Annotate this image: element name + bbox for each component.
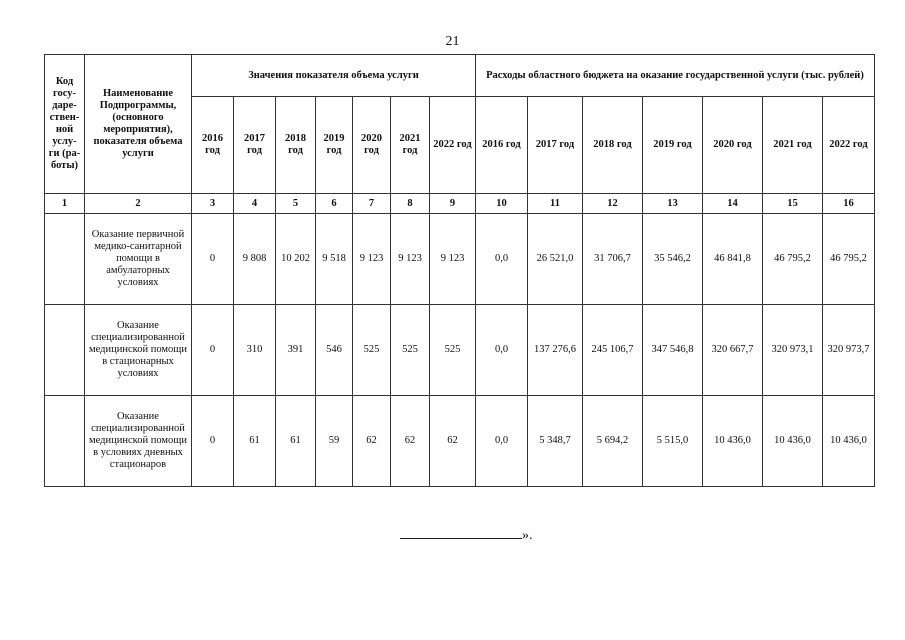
volume-value: 0 (192, 396, 234, 487)
service-name: Оказание специализированной медицинской помощи в стационарных условиях (85, 305, 192, 396)
expense-value: 320 973,1 (763, 305, 823, 396)
header-values-group: Значения показателя объема услуги (192, 55, 476, 97)
expense-value: 35 546,2 (643, 214, 703, 305)
header-expense-year: 2021 год (763, 97, 823, 194)
column-number: 7 (353, 194, 391, 214)
expense-value: 26 521,0 (528, 214, 583, 305)
column-number: 13 (643, 194, 703, 214)
volume-value: 9 518 (316, 214, 353, 305)
volume-value: 391 (276, 305, 316, 396)
column-number: 4 (234, 194, 276, 214)
expense-value: 10 436,0 (703, 396, 763, 487)
volume-value: 59 (316, 396, 353, 487)
expense-value: 46 841,8 (703, 214, 763, 305)
header-value-year: 2018 год (276, 97, 316, 194)
header-name: Наименование Подпрограммы, (основного мероприятия), показателя объема услуги (85, 55, 192, 194)
volume-value: 310 (234, 305, 276, 396)
header-expense-year: 2020 год (703, 97, 763, 194)
volume-value: 9 123 (353, 214, 391, 305)
expense-value: 46 795,2 (823, 214, 875, 305)
service-code (45, 305, 85, 396)
expense-value: 320 667,7 (703, 305, 763, 396)
expense-value: 46 795,2 (763, 214, 823, 305)
column-number: 6 (316, 194, 353, 214)
header-value-year: 2016 год (192, 97, 234, 194)
volume-value: 9 123 (391, 214, 430, 305)
expense-value: 5 694,2 (583, 396, 643, 487)
column-number: 11 (528, 194, 583, 214)
column-number: 1 (45, 194, 85, 214)
budget-table (44, 54, 875, 487)
volume-value: 546 (316, 305, 353, 396)
column-number: 5 (276, 194, 316, 214)
column-number: 12 (583, 194, 643, 214)
header-expense-year: 2017 год (528, 97, 583, 194)
column-number: 2 (85, 194, 192, 214)
volume-value: 525 (430, 305, 476, 396)
page-number: 21 (445, 34, 460, 49)
volume-value: 9 123 (430, 214, 476, 305)
header-value-year: 2019 год (316, 97, 353, 194)
volume-value: 9 808 (234, 214, 276, 305)
header-value-year: 2021 год (391, 97, 430, 194)
volume-value: 62 (391, 396, 430, 487)
service-code (45, 396, 85, 487)
volume-value: 61 (276, 396, 316, 487)
volume-value: 61 (234, 396, 276, 487)
header-code: Код госу-даре-ствен-ной услу-ги (ра-боты) (45, 55, 85, 194)
header-expense-year: 2016 год (476, 97, 528, 194)
column-number: 15 (763, 194, 823, 214)
column-number: 16 (823, 194, 875, 214)
expense-value: 5 348,7 (528, 396, 583, 487)
expense-value: 0,0 (476, 396, 528, 487)
column-number: 9 (430, 194, 476, 214)
header-value-year: 2022 год (430, 97, 476, 194)
volume-value: 0 (192, 305, 234, 396)
expense-value: 5 515,0 (643, 396, 703, 487)
expense-value: 0,0 (476, 214, 528, 305)
expense-value: 31 706,7 (583, 214, 643, 305)
closing-mark (400, 528, 533, 544)
expense-value: 0,0 (476, 305, 528, 396)
header-expenses-group: Расходы областного бюджета на оказание государственной услуги (тыс. рублей) (476, 55, 875, 97)
expense-value: 137 276,6 (528, 305, 583, 396)
table-row (45, 396, 875, 487)
service-name: Оказание специализированной медицинской помощи в условиях дневных стационаров (85, 396, 192, 487)
expense-value: 10 436,0 (823, 396, 875, 487)
table-row (45, 305, 875, 396)
column-number: 3 (192, 194, 234, 214)
expense-value: 10 436,0 (763, 396, 823, 487)
volume-value: 0 (192, 214, 234, 305)
volume-value: 525 (353, 305, 391, 396)
volume-value: 525 (391, 305, 430, 396)
table-row (45, 214, 875, 305)
service-code (45, 214, 85, 305)
column-number: 8 (391, 194, 430, 214)
service-name: Оказание первичной медико-санитарной помощи в амбулаторных условиях (85, 214, 192, 305)
header-expense-year: 2022 год (823, 97, 875, 194)
volume-value: 62 (430, 396, 476, 487)
signature-line (400, 528, 522, 539)
volume-value: 62 (353, 396, 391, 487)
expense-value: 245 106,7 (583, 305, 643, 396)
volume-value: 10 202 (276, 214, 316, 305)
expense-value: 320 973,7 (823, 305, 875, 396)
column-number: 10 (476, 194, 528, 214)
header-value-year: 2017 год (234, 97, 276, 194)
header-expense-year: 2018 год (583, 97, 643, 194)
expense-value: 347 546,8 (643, 305, 703, 396)
closing-quote: ». (522, 528, 533, 543)
header-expense-year: 2019 год (643, 97, 703, 194)
header-value-year: 2020 год (353, 97, 391, 194)
column-number: 14 (703, 194, 763, 214)
